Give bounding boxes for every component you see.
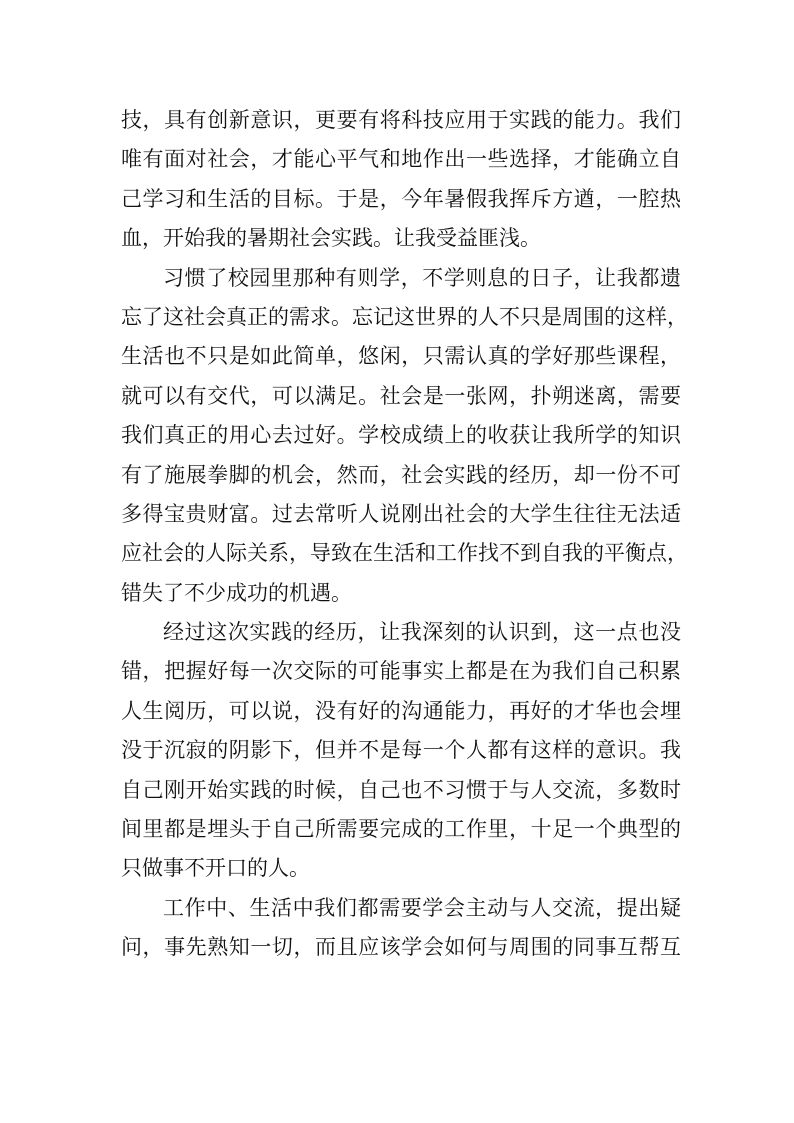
text-line: 多得宝贵财富。过去常听人说刚出社会的大学生往往无法适 <box>121 501 681 526</box>
text-line: 经过这次实践的经历，让我深刻的认识到，这一点也没 <box>163 620 681 645</box>
text-line: 人生阅历，可以说，没有好的沟通能力，再好的才华也会埋 <box>121 698 681 723</box>
body-text <box>121 101 688 968</box>
text-line: 己学习和生活的目标。于是，今年暑假我挥斥方遒，一腔热 <box>121 186 681 211</box>
text-line: 间里都是埋头于自己所需要完成的工作里，十足一个典型的 <box>121 817 681 842</box>
text-line: 问，事先熟知一切，而且应该学会如何与周围的同事互帮互 <box>121 935 681 960</box>
text-line: 没于沉寂的阴影下，但并不是每一个人都有这样的意识。我 <box>121 738 681 763</box>
text-line: 应社会的人际关系，导致在生活和工作找不到自我的平衡点， <box>121 541 688 566</box>
text-line: 自己刚开始实践的时候，自己也不习惯于与人交流，多数时 <box>121 777 681 802</box>
text-line: 唯有面对社会，才能心平气和地作出一些选择，才能确立自 <box>121 147 681 172</box>
text-line: 错，把握好每一次交际的可能事实上都是在为我们自己积累 <box>121 659 681 684</box>
text-line: 只做事不开口的人。 <box>121 856 310 881</box>
text-line: 工作中、生活中我们都需要学会主动与人交流，提出疑 <box>163 895 681 920</box>
text-line: 忘了这社会真正的需求。忘记这世界的人不只是周围的这样， <box>121 304 688 329</box>
text-line: 我们真正的用心去过好。学校成绩上的收获让我所学的知识 <box>121 423 681 448</box>
text-line: 习惯了校园里那种有则学，不学则息的日子，让我都遗 <box>163 265 681 290</box>
text-line: 就可以有交代，可以满足。社会是一张网，扑朔迷离，需要 <box>121 383 681 408</box>
text-line: 错失了不少成功的机遇。 <box>121 580 352 605</box>
text-line: 生活也不只是如此简单，悠闲，只需认真的学好那些课程， <box>121 344 681 369</box>
text-line: 技，具有创新意识，更要有将科技应用于实践的能力。我们 <box>121 108 681 132</box>
text-line: 有了施展拳脚的机会，然而，社会实践的经历，却一份不可 <box>121 462 681 487</box>
text-line: 血，开始我的暑期社会实践。让我受益匪浅。 <box>121 226 541 251</box>
